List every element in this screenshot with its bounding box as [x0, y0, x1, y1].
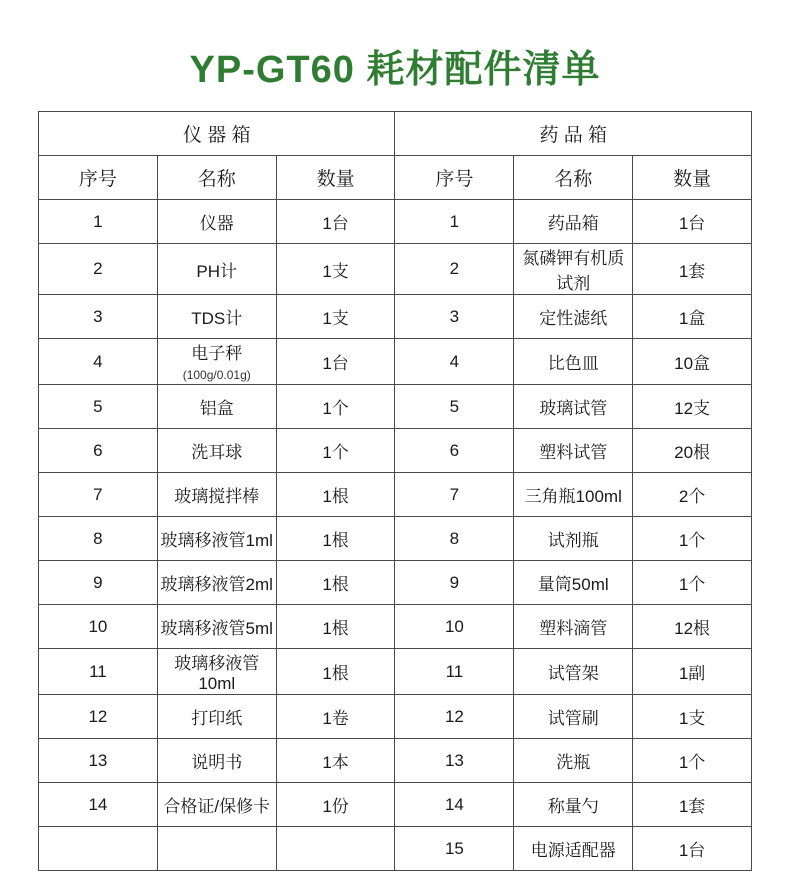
cell-right-name: 试管架 — [514, 649, 633, 695]
cell-right-index: 5 — [395, 385, 514, 429]
cell-left-index: 8 — [39, 517, 158, 561]
left-name-text: 玻璃移液管2ml — [160, 575, 273, 594]
table-row — [39, 695, 752, 739]
cell-right-index: 4 — [395, 339, 514, 385]
cell-right-qty: 10盒 — [633, 339, 752, 385]
table-row — [39, 605, 752, 649]
table-row — [39, 517, 752, 561]
cell-left-name-empty — [157, 827, 276, 871]
cell-right-name: 三角瓶100ml — [514, 473, 633, 517]
cell-left-name — [157, 200, 276, 244]
table-row — [39, 200, 752, 244]
left-name-text: 电子秤 — [191, 344, 243, 363]
cell-left-qty-empty — [276, 827, 395, 871]
cell-right-name: 电源适配器 — [514, 827, 633, 871]
left-name-text: 说明书 — [191, 753, 243, 772]
cell-left-index: 7 — [39, 473, 158, 517]
cell-left-name — [157, 605, 276, 649]
page-title: YP-GT60 耗材配件清单 — [189, 49, 601, 91]
cell-left-index: 3 — [39, 295, 158, 339]
cell-left-name — [157, 739, 276, 783]
table-row — [39, 561, 752, 605]
left-name-text: PH计 — [196, 261, 238, 281]
cell-right-index: 2 — [395, 244, 514, 295]
cell-right-index: 1 — [395, 200, 514, 244]
column-header-right-name: 名称 — [514, 156, 633, 200]
cell-right-qty: 1个 — [633, 517, 752, 561]
cell-left-qty: 1台 — [276, 339, 395, 385]
cell-left-name — [157, 429, 276, 473]
cell-right-index: 11 — [395, 649, 514, 695]
cell-left-qty: 1支 — [276, 244, 395, 295]
cell-left-qty: 1台 — [276, 200, 395, 244]
cell-left-index: 2 — [39, 244, 158, 295]
parts-table-container — [0, 111, 790, 871]
cell-right-qty: 12根 — [633, 605, 752, 649]
table-row — [39, 385, 752, 429]
cell-right-qty: 1个 — [633, 561, 752, 605]
table-row — [39, 649, 752, 695]
left-name-text: 合格证/保修卡 — [163, 797, 271, 816]
cell-right-qty: 1套 — [633, 244, 752, 295]
left-name-text: 玻璃移液管10ml — [174, 654, 260, 693]
left-name-text: 玻璃搅拌棒 — [174, 487, 260, 506]
left-name-text: 玻璃移液管1ml — [160, 531, 273, 550]
left-name-note: (100g/0.01g) — [182, 368, 251, 382]
cell-right-name: 玻璃试管 — [514, 385, 633, 429]
column-header-left-qty: 数量 — [276, 156, 395, 200]
group-header-instrument-case: 仪 器 箱 — [39, 112, 395, 156]
cell-left-index: 12 — [39, 695, 158, 739]
cell-right-qty: 20根 — [633, 429, 752, 473]
cell-right-name: 定性滤纸 — [514, 295, 633, 339]
cell-left-index: 11 — [39, 649, 158, 695]
cell-left-name — [157, 561, 276, 605]
left-name-text: 玻璃移液管5ml — [160, 619, 273, 638]
cell-left-name — [157, 295, 276, 339]
cell-right-index: 3 — [395, 295, 514, 339]
cell-right-index: 9 — [395, 561, 514, 605]
cell-left-qty: 1份 — [276, 783, 395, 827]
table-row — [39, 739, 752, 783]
cell-right-name: 塑料滴管 — [514, 605, 633, 649]
group-header-reagent-case: 药 品 箱 — [395, 112, 752, 156]
cell-right-index: 7 — [395, 473, 514, 517]
cell-left-name — [157, 695, 276, 739]
parts-table — [38, 111, 752, 871]
left-name-text: TDS计 — [191, 309, 243, 328]
parts-table-body — [39, 112, 752, 871]
cell-left-index: 10 — [39, 605, 158, 649]
cell-left-index: 6 — [39, 429, 158, 473]
table-row — [39, 244, 752, 295]
cell-right-name: 比色皿 — [514, 339, 633, 385]
cell-right-index: 8 — [395, 517, 514, 561]
cell-right-index: 10 — [395, 605, 514, 649]
cell-left-qty: 1根 — [276, 561, 395, 605]
cell-right-name: 试管刷 — [514, 695, 633, 739]
cell-right-name: 药品箱 — [514, 200, 633, 244]
cell-right-index: 12 — [395, 695, 514, 739]
cell-left-index: 14 — [39, 783, 158, 827]
left-name-text: 仪器 — [199, 214, 234, 233]
group-header-row — [39, 112, 752, 156]
cell-left-qty: 1根 — [276, 605, 395, 649]
cell-left-index: 13 — [39, 739, 158, 783]
left-name-text: 铝盒 — [199, 399, 234, 418]
cell-right-index: 14 — [395, 783, 514, 827]
table-row — [39, 473, 752, 517]
cell-left-name — [157, 244, 276, 295]
cell-right-qty: 1个 — [633, 739, 752, 783]
cell-right-index: 6 — [395, 429, 514, 473]
cell-right-name: 称量勺 — [514, 783, 633, 827]
table-row — [39, 295, 752, 339]
column-header-left-name: 名称 — [157, 156, 276, 200]
cell-right-name: 塑料试管 — [514, 429, 633, 473]
cell-right-qty: 1台 — [633, 827, 752, 871]
cell-left-name — [157, 783, 276, 827]
cell-left-qty: 1根 — [276, 517, 395, 561]
cell-left-qty: 1根 — [276, 473, 395, 517]
left-name-text: 打印纸 — [191, 709, 243, 728]
cell-left-qty: 1根 — [276, 649, 395, 695]
table-row — [39, 827, 752, 871]
cell-right-qty: 2个 — [633, 473, 752, 517]
column-header-row — [39, 156, 752, 200]
column-header-right-qty: 数量 — [633, 156, 752, 200]
table-row — [39, 429, 752, 473]
cell-right-name: 氮磷钾有机质试剂 — [514, 244, 633, 295]
cell-left-name — [157, 473, 276, 517]
cell-left-qty: 1个 — [276, 429, 395, 473]
cell-left-index: 1 — [39, 200, 158, 244]
cell-left-qty: 1卷 — [276, 695, 395, 739]
cell-right-name: 量筒50ml — [514, 561, 633, 605]
cell-left-index: 4 — [39, 339, 158, 385]
cell-left-name — [157, 517, 276, 561]
cell-right-index: 15 — [395, 827, 514, 871]
cell-left-index: 9 — [39, 561, 158, 605]
left-name-text: 洗耳球 — [191, 443, 243, 462]
column-header-right-index: 序号 — [395, 156, 514, 200]
cell-left-index: 5 — [39, 385, 158, 429]
cell-right-name: 洗瓶 — [514, 739, 633, 783]
cell-right-name: 试剂瓶 — [514, 517, 633, 561]
cell-right-index: 13 — [395, 739, 514, 783]
cell-left-name — [157, 649, 276, 695]
column-header-left-index: 序号 — [39, 156, 158, 200]
table-row — [39, 783, 752, 827]
cell-right-qty: 1套 — [633, 783, 752, 827]
cell-left-index-empty — [39, 827, 158, 871]
cell-right-qty: 1副 — [633, 649, 752, 695]
cell-left-qty: 1个 — [276, 385, 395, 429]
cell-left-name — [157, 385, 276, 429]
cell-left-qty: 1支 — [276, 295, 395, 339]
cell-left-qty: 1本 — [276, 739, 395, 783]
cell-right-qty: 1支 — [633, 695, 752, 739]
cell-left-name — [157, 339, 276, 385]
cell-right-qty: 1台 — [633, 200, 752, 244]
cell-right-qty: 1盒 — [633, 295, 752, 339]
table-row — [39, 339, 752, 385]
cell-right-qty: 12支 — [633, 385, 752, 429]
